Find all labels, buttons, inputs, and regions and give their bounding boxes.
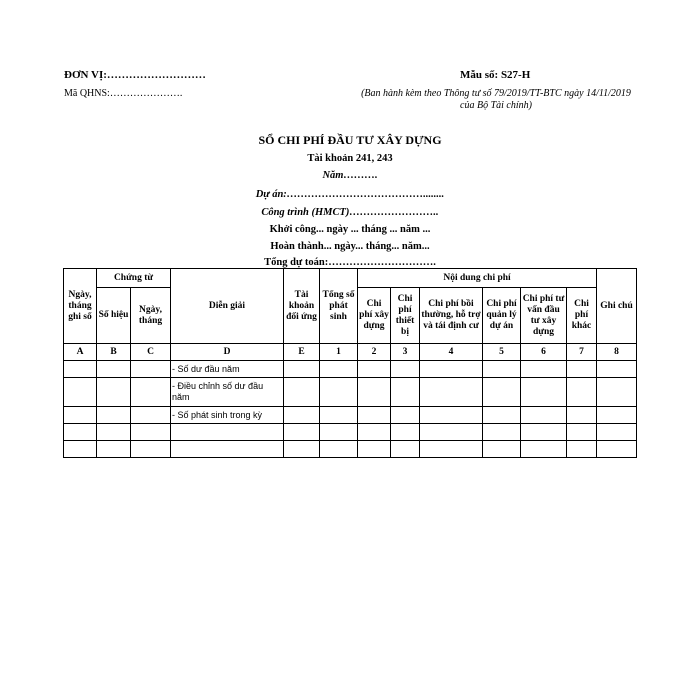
code-cell: D [171, 344, 284, 361]
code-cell: A [64, 344, 97, 361]
ledger-table [63, 268, 637, 458]
table-row [64, 361, 637, 378]
row-label-opening: - Số dư đầu năm [171, 361, 284, 378]
estimate-line: Tổng dự toán:…………………………. [264, 257, 436, 268]
code-cell: 2 [358, 344, 391, 361]
header-consulting: Chi phí tư vấn đầu tư xây dựng [521, 288, 567, 344]
table-row [64, 407, 637, 424]
header-description: Diễn giải [171, 269, 284, 344]
start-line: Khởi công... ngày ... tháng ... năm ... [269, 224, 431, 235]
header-voucher-no: Số hiệu [97, 288, 131, 344]
header-equipment: Chi phí thiết bị [391, 288, 420, 344]
code-cell: 7 [567, 344, 597, 361]
code-cell: 5 [483, 344, 521, 361]
year-line: Năm………. [322, 170, 378, 181]
table-row [64, 378, 637, 407]
header-contra-account: Tài khoản đối ứng [284, 269, 320, 344]
qhns-field: Mã QHNS:…………………. [64, 88, 183, 99]
header-voucher: Chứng từ [97, 269, 171, 288]
header-date-recorded: Ngày, tháng ghi sổ [64, 269, 97, 344]
header-note: Ghi chú [597, 269, 637, 344]
account-line: Tài khoản 241, 243 [307, 153, 393, 164]
header-voucher-date: Ngày, tháng [131, 288, 171, 344]
code-cell: C [131, 344, 171, 361]
code-cell: 8 [597, 344, 637, 361]
header-construction: Chi phí xây dựng [358, 288, 391, 344]
code-cell: 3 [391, 344, 420, 361]
issued-by-note: (Ban hành kèm theo Thông tư số 79/2019/TT-BTC ngày 14/11/2019 của Bộ Tài chính) [361, 88, 631, 111]
ledger-title: SỔ CHI PHÍ ĐẦU TƯ XÂY DỰNG [258, 133, 442, 147]
header-total: Tổng số phát sinh [320, 269, 358, 344]
form-number: Mẫu số: S27-H [460, 69, 531, 81]
row-label-adjust: - Điều chỉnh số dư đầu năm [171, 378, 284, 407]
table-row [64, 424, 637, 441]
work-line: Công trình (HMCT)…………………….. [261, 207, 439, 218]
code-cell: 6 [521, 344, 567, 361]
finish-line: Hoàn thành... ngày... tháng... năm... [270, 241, 430, 252]
code-cell: B [97, 344, 131, 361]
code-cell: E [284, 344, 320, 361]
table-row [64, 441, 637, 458]
header-compensation: Chi phí bồi thường, hỗ trợ và tái định cư [420, 288, 483, 344]
header-cost-content: Nội dung chi phí [358, 269, 597, 288]
row-label-incurred: - Số phát sinh trong kỳ [171, 407, 284, 424]
code-cell: 4 [420, 344, 483, 361]
header-management: Chi phí quản lý dự án [483, 288, 521, 344]
unit-field: ĐƠN VỊ:……………………… [64, 69, 206, 81]
code-cell: 1 [320, 344, 358, 361]
header-other: Chi phí khác [567, 288, 597, 344]
project-line: Dự án:…………………………………........ [255, 189, 445, 200]
